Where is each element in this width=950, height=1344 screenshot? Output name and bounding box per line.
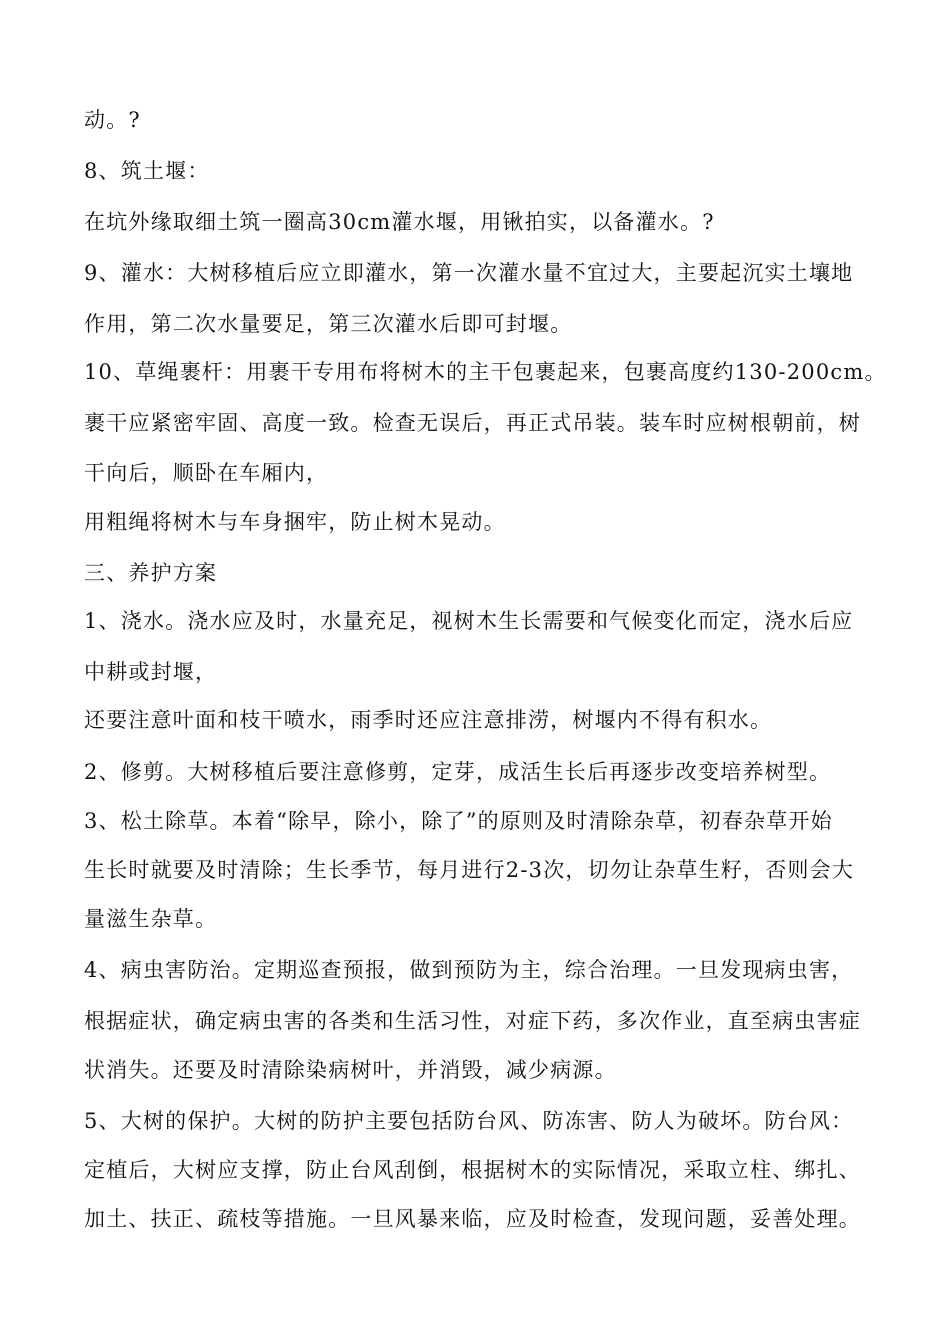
text-line: 干向后，顺卧在车厢内， xyxy=(84,461,329,485)
section-heading: 8、筑土堰： xyxy=(84,159,210,183)
text-line: 加土、扶正、疏枝等措施。一旦风暴来临，应及时检查，发现问题，妥善处理。 xyxy=(84,1207,861,1231)
text-line: 5、大树的保护。大树的防护主要包括防台风、防冻害、防人为破坏。防台风： xyxy=(84,1109,854,1133)
text-line: 中耕或封堰， xyxy=(84,660,218,684)
text-line: 4、病虫害防治。定期巡查预报，做到预防为主，综合治理。一旦发现病虫害， xyxy=(84,958,854,982)
text-line: 作用，第二次水量要足，第三次灌水后即可封堰。 xyxy=(84,312,573,336)
text-line: 裹干应紧密牢固、高度一致。检查无误后，再正式吊装。装车时应树根朝前，树 xyxy=(84,411,861,435)
text-line: 1、浇水。浇水应及时，水量充足，视树木生长需要和气候变化而定，浇水后应 xyxy=(84,609,854,633)
text-line: 动。? xyxy=(84,108,141,132)
text-line: 10、草绳裹杆：用裹干专用布将树木的主干包裹起来，包裹高度约130-200cm。 xyxy=(84,360,887,384)
text-line: 根据症状，确定病虫害的各类和生活习性，对症下药，多次作业，直至病虫害症 xyxy=(84,1009,861,1033)
text-line: 量滋生杂草。 xyxy=(84,907,218,931)
text-line: 用粗绳将树木与车身捆牢，防止树木晃动。 xyxy=(84,510,506,534)
text-line: 状消失。还要及时清除染病树叶，并消毁，减少病源。 xyxy=(84,1058,617,1082)
text-line: 定植后，大树应支撑，防止台风刮倒，根据树木的实际情况，采取立柱、绑扎、 xyxy=(84,1158,861,1182)
text-line: 9、灌水：大树移植后应立即灌水，第一次灌水量不宜过大，主要起沉实土壤地 xyxy=(84,261,854,285)
text-line: 还要注意叶面和枝干喷水，雨季时还应注意排涝，树堰内不得有积水。 xyxy=(84,708,773,732)
text-line: 生长时就要及时清除；生长季节，每月进行2-3次，切勿让杂草生籽，否则会大 xyxy=(84,858,855,882)
text-line: 在坑外缘取细土筑一圈高30cm灌水堰，用锹拍实，以备灌水。? xyxy=(84,210,715,234)
text-line: 3、松土除草。本着“除早，除小，除了”的原则及时清除杂草，初春杂草开始 xyxy=(84,809,833,833)
text-line: 2、修剪。大树移植后要注意修剪，定芽，成活生长后再逐步改变培养树型。 xyxy=(84,760,832,784)
section-heading: 三、养护方案 xyxy=(84,561,218,585)
